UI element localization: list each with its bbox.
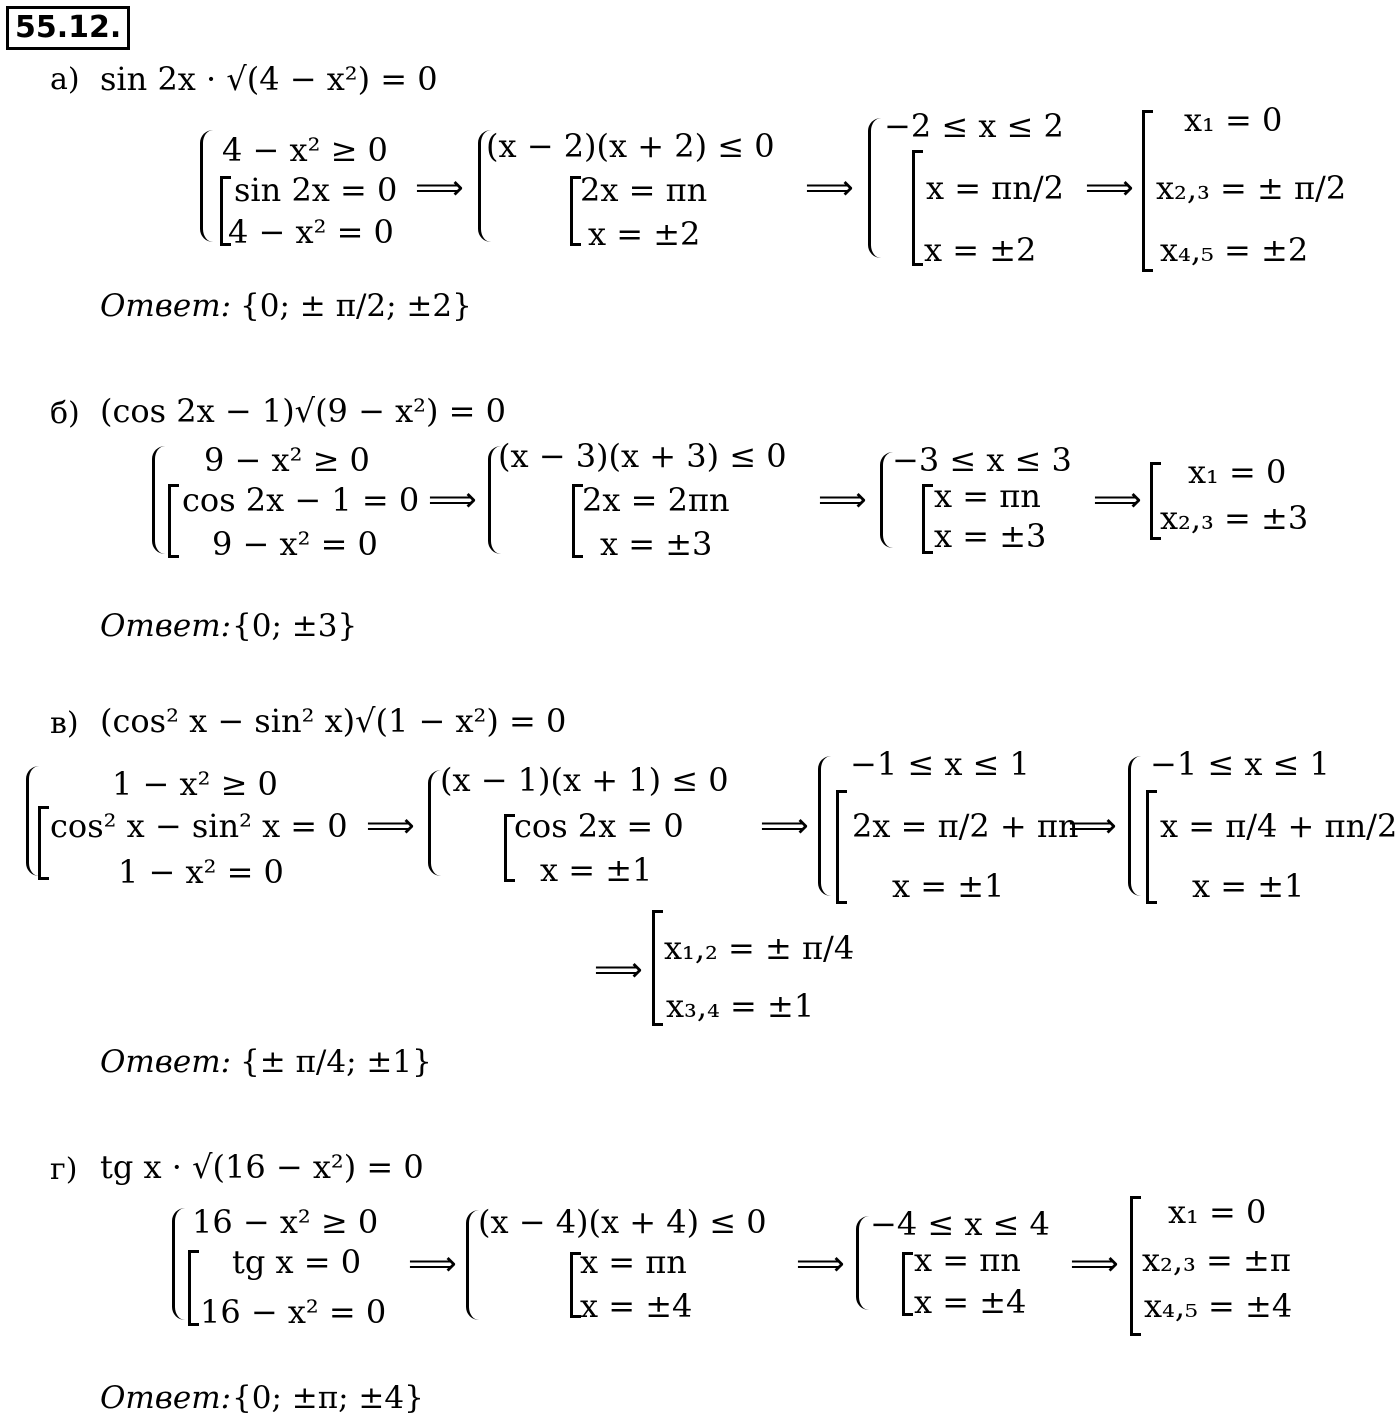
c-answer: {± π/4; ±1} bbox=[240, 1044, 432, 1080]
c-step3-line3: x = ±1 bbox=[892, 867, 1005, 905]
d-step1-line2: tg x = 0 bbox=[232, 1243, 362, 1281]
system-brace bbox=[152, 446, 165, 554]
a-step4-line3: x₄,₅ = ±2 bbox=[1160, 231, 1309, 269]
implies-arrow: ⟹ bbox=[805, 168, 854, 208]
part-c-label: в) bbox=[50, 706, 79, 741]
part-b-label: б) bbox=[50, 396, 80, 431]
answer-label: Ответ: bbox=[100, 608, 232, 644]
b-step2-line2: 2x = 2πn bbox=[582, 481, 730, 519]
union-bracket bbox=[1130, 1196, 1141, 1336]
d-step1-line1: 16 − x² ≥ 0 bbox=[192, 1203, 379, 1241]
union-bracket bbox=[1142, 110, 1153, 272]
union-bracket bbox=[1146, 790, 1157, 904]
b-step1-line2: cos 2x − 1 = 0 bbox=[182, 481, 420, 519]
d-step4-line3: x₄,₅ = ±4 bbox=[1144, 1287, 1293, 1325]
a-step2-line1: (x − 2)(x + 2) ≤ 0 bbox=[486, 127, 775, 165]
implies-arrow: ⟹ bbox=[760, 806, 809, 846]
union-bracket bbox=[836, 790, 847, 904]
a-step1-line1: 4 − x² ≥ 0 bbox=[222, 131, 388, 169]
a-answer: {0; ± π/2; ±2} bbox=[240, 288, 472, 324]
d-step4-line1: x₁ = 0 bbox=[1168, 1193, 1267, 1231]
implies-arrow: ⟹ bbox=[408, 1244, 457, 1284]
system-brace bbox=[172, 1208, 185, 1320]
c-step1-line2: cos² x − sin² x = 0 bbox=[50, 807, 348, 845]
implies-arrow: ⟹ bbox=[818, 480, 867, 520]
a-step1-line2: sin 2x = 0 bbox=[234, 171, 398, 209]
answer-label: Ответ: bbox=[100, 1044, 232, 1080]
c-step2-line3: x = ±1 bbox=[540, 851, 653, 889]
system-brace bbox=[868, 118, 881, 258]
system-brace bbox=[856, 1216, 869, 1310]
c-step5-line2: x₃,₄ = ±1 bbox=[666, 987, 815, 1025]
union-bracket bbox=[38, 806, 49, 880]
c-step4-line2: x = π/4 + πn/2 bbox=[1160, 807, 1398, 845]
d-step4-line2: x₂,₃ = ±π bbox=[1142, 1241, 1291, 1279]
a-step3-line1: −2 ≤ x ≤ 2 bbox=[884, 107, 1064, 145]
implies-arrow: ⟹ bbox=[366, 806, 415, 846]
c-step4-line3: x = ±1 bbox=[1192, 867, 1305, 905]
b-step3-line2: x = πn bbox=[934, 477, 1041, 515]
b-step1-line1: 9 − x² ≥ 0 bbox=[204, 441, 370, 479]
a-step1-line3: 4 − x² = 0 bbox=[228, 213, 394, 251]
union-bracket bbox=[902, 1252, 913, 1316]
b-step2-line1: (x − 3)(x + 3) ≤ 0 bbox=[498, 437, 787, 475]
union-bracket bbox=[912, 150, 923, 266]
c-step1-line1: 1 − x² ≥ 0 bbox=[112, 765, 278, 803]
system-brace bbox=[200, 130, 213, 242]
b-step2-line3: x = ±3 bbox=[600, 525, 713, 563]
implies-arrow: ⟹ bbox=[594, 950, 643, 990]
a-step3-line3: x = ±2 bbox=[924, 231, 1037, 269]
c-step2-line2: cos 2x = 0 bbox=[514, 807, 684, 845]
d-step2-line2: x = πn bbox=[580, 1243, 687, 1281]
union-bracket bbox=[922, 484, 933, 554]
c-step1-line3: 1 − x² = 0 bbox=[118, 853, 284, 891]
a-step4-line1: x₁ = 0 bbox=[1184, 101, 1283, 139]
d-step3-line3: x = ±4 bbox=[914, 1283, 1027, 1321]
c-step5-line1: x₁,₂ = ± π/4 bbox=[664, 929, 855, 967]
union-bracket bbox=[652, 910, 663, 1026]
part-d-equation: tg x · √(16 − x²) = 0 bbox=[100, 1148, 424, 1186]
system-brace bbox=[818, 756, 831, 896]
a-step4-line2: x₂,₃ = ± π/2 bbox=[1156, 169, 1347, 207]
a-step2-line3: x = ±2 bbox=[588, 215, 701, 253]
d-step3-line1: −4 ≤ x ≤ 4 bbox=[870, 1205, 1050, 1243]
implies-arrow: ⟹ bbox=[796, 1244, 845, 1284]
part-a-equation: sin 2x · √(4 − x²) = 0 bbox=[100, 60, 438, 98]
d-step3-line2: x = πn bbox=[914, 1241, 1021, 1279]
d-step2-line1: (x − 4)(x + 4) ≤ 0 bbox=[478, 1203, 767, 1241]
a-step3-line2: x = πn/2 bbox=[926, 169, 1064, 207]
part-d-label: г) bbox=[50, 1152, 78, 1187]
c-step2-line1: (x − 1)(x + 1) ≤ 0 bbox=[440, 761, 729, 799]
b-step1-line3: 9 − x² = 0 bbox=[212, 525, 378, 563]
implies-arrow: ⟹ bbox=[1068, 806, 1117, 846]
implies-arrow: ⟹ bbox=[415, 168, 464, 208]
part-b-equation: (cos 2x − 1)√(9 − x²) = 0 bbox=[100, 392, 506, 430]
implies-arrow: ⟹ bbox=[428, 480, 477, 520]
b-step3-line1: −3 ≤ x ≤ 3 bbox=[892, 441, 1072, 479]
d-answer: {0; ±π; ±4} bbox=[232, 1380, 424, 1416]
b-step4-line2: x₂,₃ = ±3 bbox=[1160, 499, 1309, 537]
a-step2-line2: 2x = πn bbox=[580, 171, 708, 209]
b-answer: {0; ±3} bbox=[232, 608, 358, 644]
answer-label: Ответ: bbox=[100, 288, 232, 324]
d-step2-line3: x = ±4 bbox=[580, 1287, 693, 1325]
c-step3-line2: 2x = π/2 + πn bbox=[852, 807, 1079, 845]
c-step4-line1: −1 ≤ x ≤ 1 bbox=[1150, 745, 1330, 783]
b-step4-line1: x₁ = 0 bbox=[1188, 453, 1287, 491]
d-step1-line3: 16 − x² = 0 bbox=[200, 1293, 387, 1331]
implies-arrow: ⟹ bbox=[1070, 1244, 1119, 1284]
answer-label: Ответ: bbox=[100, 1380, 232, 1416]
union-bracket bbox=[168, 484, 179, 558]
system-brace bbox=[1128, 756, 1141, 896]
problem-number: 55.12. bbox=[6, 6, 130, 50]
part-a-label: а) bbox=[50, 62, 80, 97]
c-step3-line1: −1 ≤ x ≤ 1 bbox=[850, 745, 1030, 783]
union-bracket bbox=[188, 1250, 199, 1326]
implies-arrow: ⟹ bbox=[1093, 480, 1142, 520]
implies-arrow: ⟹ bbox=[1085, 168, 1134, 208]
part-c-equation: (cos² x − sin² x)√(1 − x²) = 0 bbox=[100, 702, 567, 740]
b-step3-line3: x = ±3 bbox=[934, 517, 1047, 555]
